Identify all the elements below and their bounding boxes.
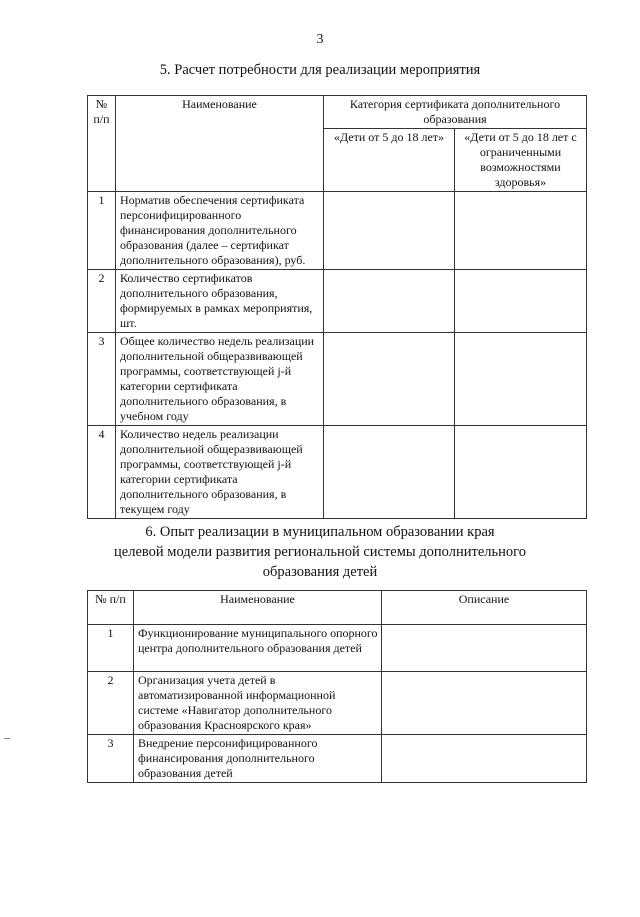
- row-value-1: [324, 192, 455, 270]
- row-description: [382, 735, 587, 783]
- row-value-2: [455, 426, 587, 519]
- row-num: 1: [88, 192, 116, 270]
- row-name: Организация учета детей в автоматизированной информационной системе «Навигатор дополнительного образования Красноярского края»: [134, 672, 382, 735]
- row-value-1: [324, 426, 455, 519]
- table-row: [88, 672, 587, 735]
- header-children-5-18-disabilities: «Дети от 5 до 18 лет с ограниченными возможностями здоровья»: [455, 129, 587, 192]
- row-description: [382, 625, 587, 672]
- header-description: Описание: [382, 591, 587, 625]
- row-num: 4: [88, 426, 116, 519]
- table-header-row: [88, 96, 587, 129]
- row-description: [382, 672, 587, 735]
- row-name: Функционирование муниципального опорного центра дополнительного образования детей: [134, 625, 382, 672]
- section-6-title-line: образования детей: [262, 564, 378, 580]
- header-name: Наименование: [116, 96, 324, 192]
- section-5-title: 5. Расчет потребности для реализации мероприятия: [159, 62, 481, 78]
- row-value-1: [324, 333, 455, 426]
- table-row: [88, 625, 587, 672]
- header-category: Категория сертификата дополнительного образования: [324, 96, 587, 129]
- row-num: 2: [88, 270, 116, 333]
- page-number: 3: [316, 32, 324, 47]
- header-num: № п/п: [88, 96, 116, 192]
- table-row: [88, 192, 587, 270]
- row-num: 3: [88, 333, 116, 426]
- header-children-5-18: «Дети от 5 до 18 лет»: [324, 129, 455, 192]
- experience-table: [87, 590, 587, 783]
- row-num: 3: [88, 735, 134, 783]
- section-6-title-line: целевой модели развития региональной системы дополнительного: [114, 544, 526, 560]
- row-name: Общее количество недель реализации дополнительной общеразвивающей программы, соответствующей j-й категории сертификата дополнительного образования, в учебном году: [116, 333, 324, 426]
- row-num: 1: [88, 625, 134, 672]
- row-num: 2: [88, 672, 134, 735]
- table-row: [88, 735, 587, 783]
- row-name: Норматив обеспечения сертификата персонифицированного финансирования дополнительного образования (далее – сертификат дополнительного образования), руб.: [116, 192, 324, 270]
- row-name: Количество недель реализации дополнительной общеразвивающей программы, соответствующей j-й категории сертификата дополнительного образования, в текущем году: [116, 426, 324, 519]
- section-6-title-line: 6. Опыт реализации в муниципальном образовании края: [145, 524, 495, 540]
- row-name: Количество сертификатов дополнительного образования, формируемых в рамках мероприятия, шт.: [116, 270, 324, 333]
- row-value-2: [455, 333, 587, 426]
- header-name: Наименование: [134, 591, 382, 625]
- table-row: [88, 333, 587, 426]
- section-6-title: [0, 522, 640, 582]
- row-value-1: [324, 270, 455, 333]
- row-name: Внедрение персонифицированного финансирования дополнительного образования детей: [134, 735, 382, 783]
- table-row: [88, 426, 587, 519]
- table-header-row: [88, 591, 587, 625]
- margin-mark: [4, 738, 10, 739]
- requirements-table: [87, 95, 587, 519]
- table-row: [88, 270, 587, 333]
- row-value-2: [455, 192, 587, 270]
- header-num: № п/п: [88, 591, 134, 625]
- row-value-2: [455, 270, 587, 333]
